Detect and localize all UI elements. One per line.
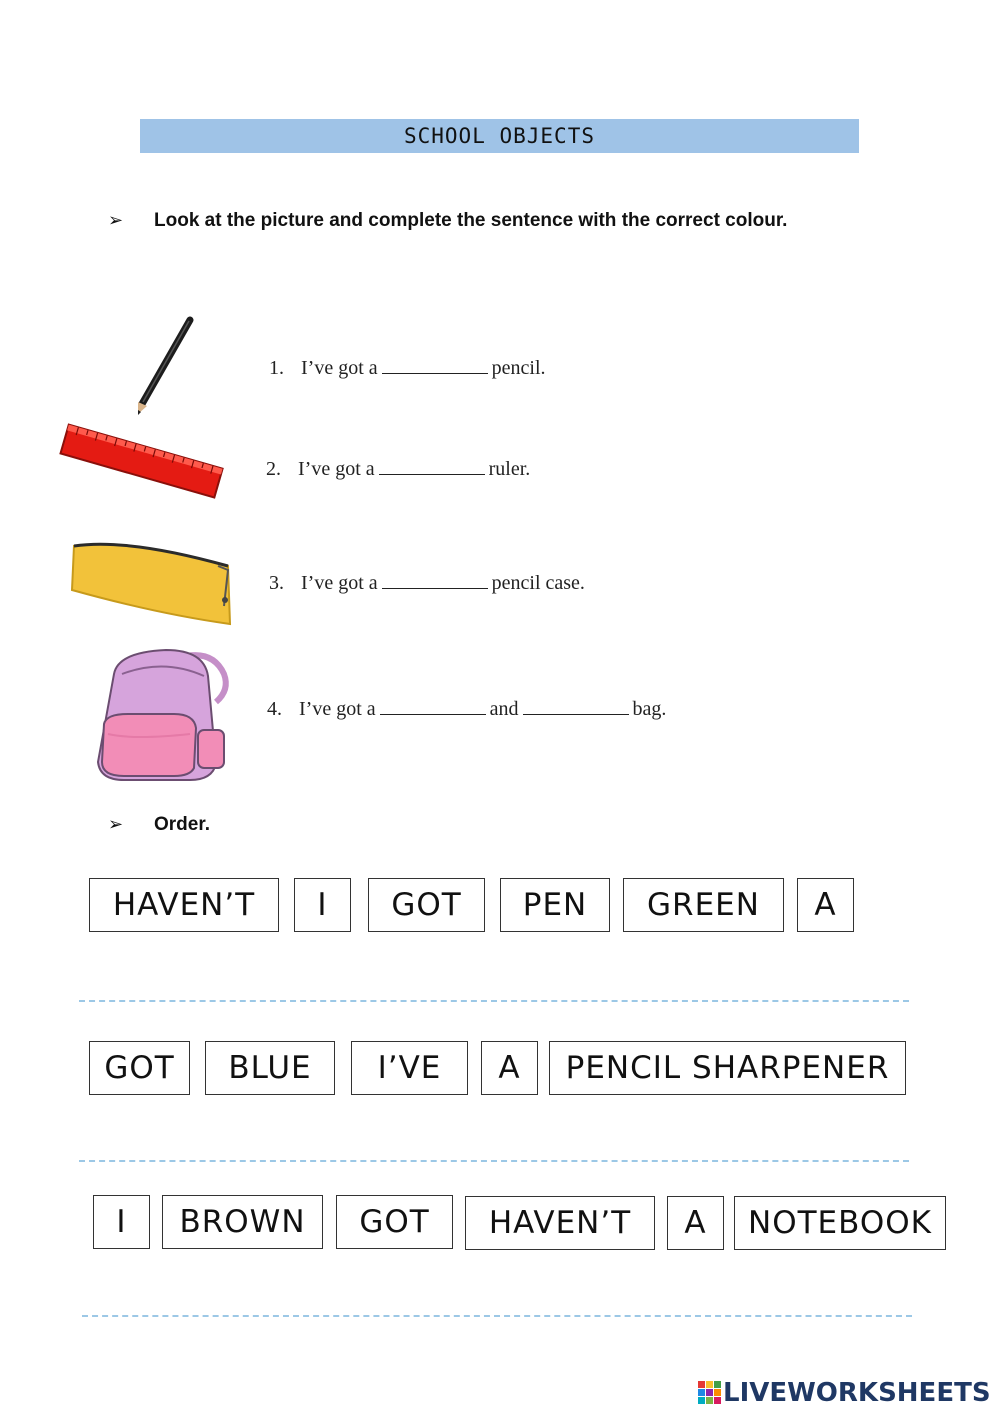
instruction-colour: Look at the picture and complete the sentence with the correct colour. <box>154 210 788 231</box>
word-tile[interactable]: PEN <box>500 878 610 932</box>
ruler-picture <box>55 418 227 508</box>
page-title: SCHOOL OBJECTS <box>403 124 595 148</box>
item-number: 2. <box>266 458 281 480</box>
sentence-end: pencil. <box>491 357 546 379</box>
word-tile[interactable]: A <box>797 878 854 932</box>
word-tile[interactable]: HAVEN’T <box>465 1196 655 1250</box>
word-tile[interactable]: I <box>294 878 351 932</box>
word-tile[interactable]: BLUE <box>205 1041 335 1095</box>
sentence-4 <box>257 673 666 721</box>
word-tile[interactable]: I’VE <box>351 1041 468 1095</box>
answer-line[interactable] <box>82 1315 912 1317</box>
word-tile[interactable]: GOT <box>336 1195 453 1249</box>
answer-blank[interactable] <box>523 696 629 715</box>
sentence-start: I’ve got a <box>299 698 376 720</box>
word-tile[interactable]: GREEN <box>623 878 784 932</box>
sentence-start: I’ve got a <box>301 572 378 594</box>
word-tile[interactable]: NOTEBOOK <box>734 1196 946 1250</box>
item-number: 4. <box>267 698 282 720</box>
word-tile[interactable]: GOT <box>89 1041 190 1095</box>
bag-picture <box>94 644 234 784</box>
answer-line[interactable] <box>79 1000 909 1002</box>
item-number: 3. <box>269 572 284 594</box>
sentence-end: bag. <box>632 698 667 720</box>
word-tile[interactable]: BROWN <box>162 1195 323 1249</box>
pencil-picture <box>128 316 198 416</box>
bullet-arrow-icon: ➢ <box>108 814 124 835</box>
sentence-2 <box>256 433 530 481</box>
instruction-order: Order. <box>154 814 210 835</box>
word-tile[interactable]: HAVEN’T <box>89 878 279 932</box>
answer-blank[interactable] <box>379 456 485 475</box>
answer-blank[interactable] <box>382 570 488 589</box>
word-tile[interactable]: GOT <box>368 878 485 932</box>
title-banner <box>140 119 859 153</box>
sentence-end: pencil case. <box>491 572 585 594</box>
sentence-3 <box>259 547 585 595</box>
item-number: 1. <box>269 357 284 379</box>
sentence-start: I’ve got a <box>298 458 375 480</box>
word-tile[interactable]: A <box>667 1196 724 1250</box>
answer-blank[interactable] <box>380 696 486 715</box>
sentence-middle: and <box>489 698 519 720</box>
sentence-1 <box>259 332 546 380</box>
answer-line[interactable] <box>79 1160 909 1162</box>
sentence-end: ruler. <box>488 458 531 480</box>
logo-text: LIVEWORKSHEETS <box>723 1378 991 1408</box>
pencil-case-picture <box>68 536 236 632</box>
sentence-start: I’ve got a <box>301 357 378 379</box>
word-tile[interactable]: A <box>481 1041 538 1095</box>
liveworksheets-logo <box>697 1378 991 1408</box>
answer-blank[interactable] <box>382 355 488 374</box>
bullet-arrow-icon: ➢ <box>108 210 124 231</box>
liveworksheets-logo-icon <box>697 1380 723 1406</box>
word-tile[interactable]: PENCIL SHARPENER <box>549 1041 906 1095</box>
word-tile[interactable]: I <box>93 1195 150 1249</box>
